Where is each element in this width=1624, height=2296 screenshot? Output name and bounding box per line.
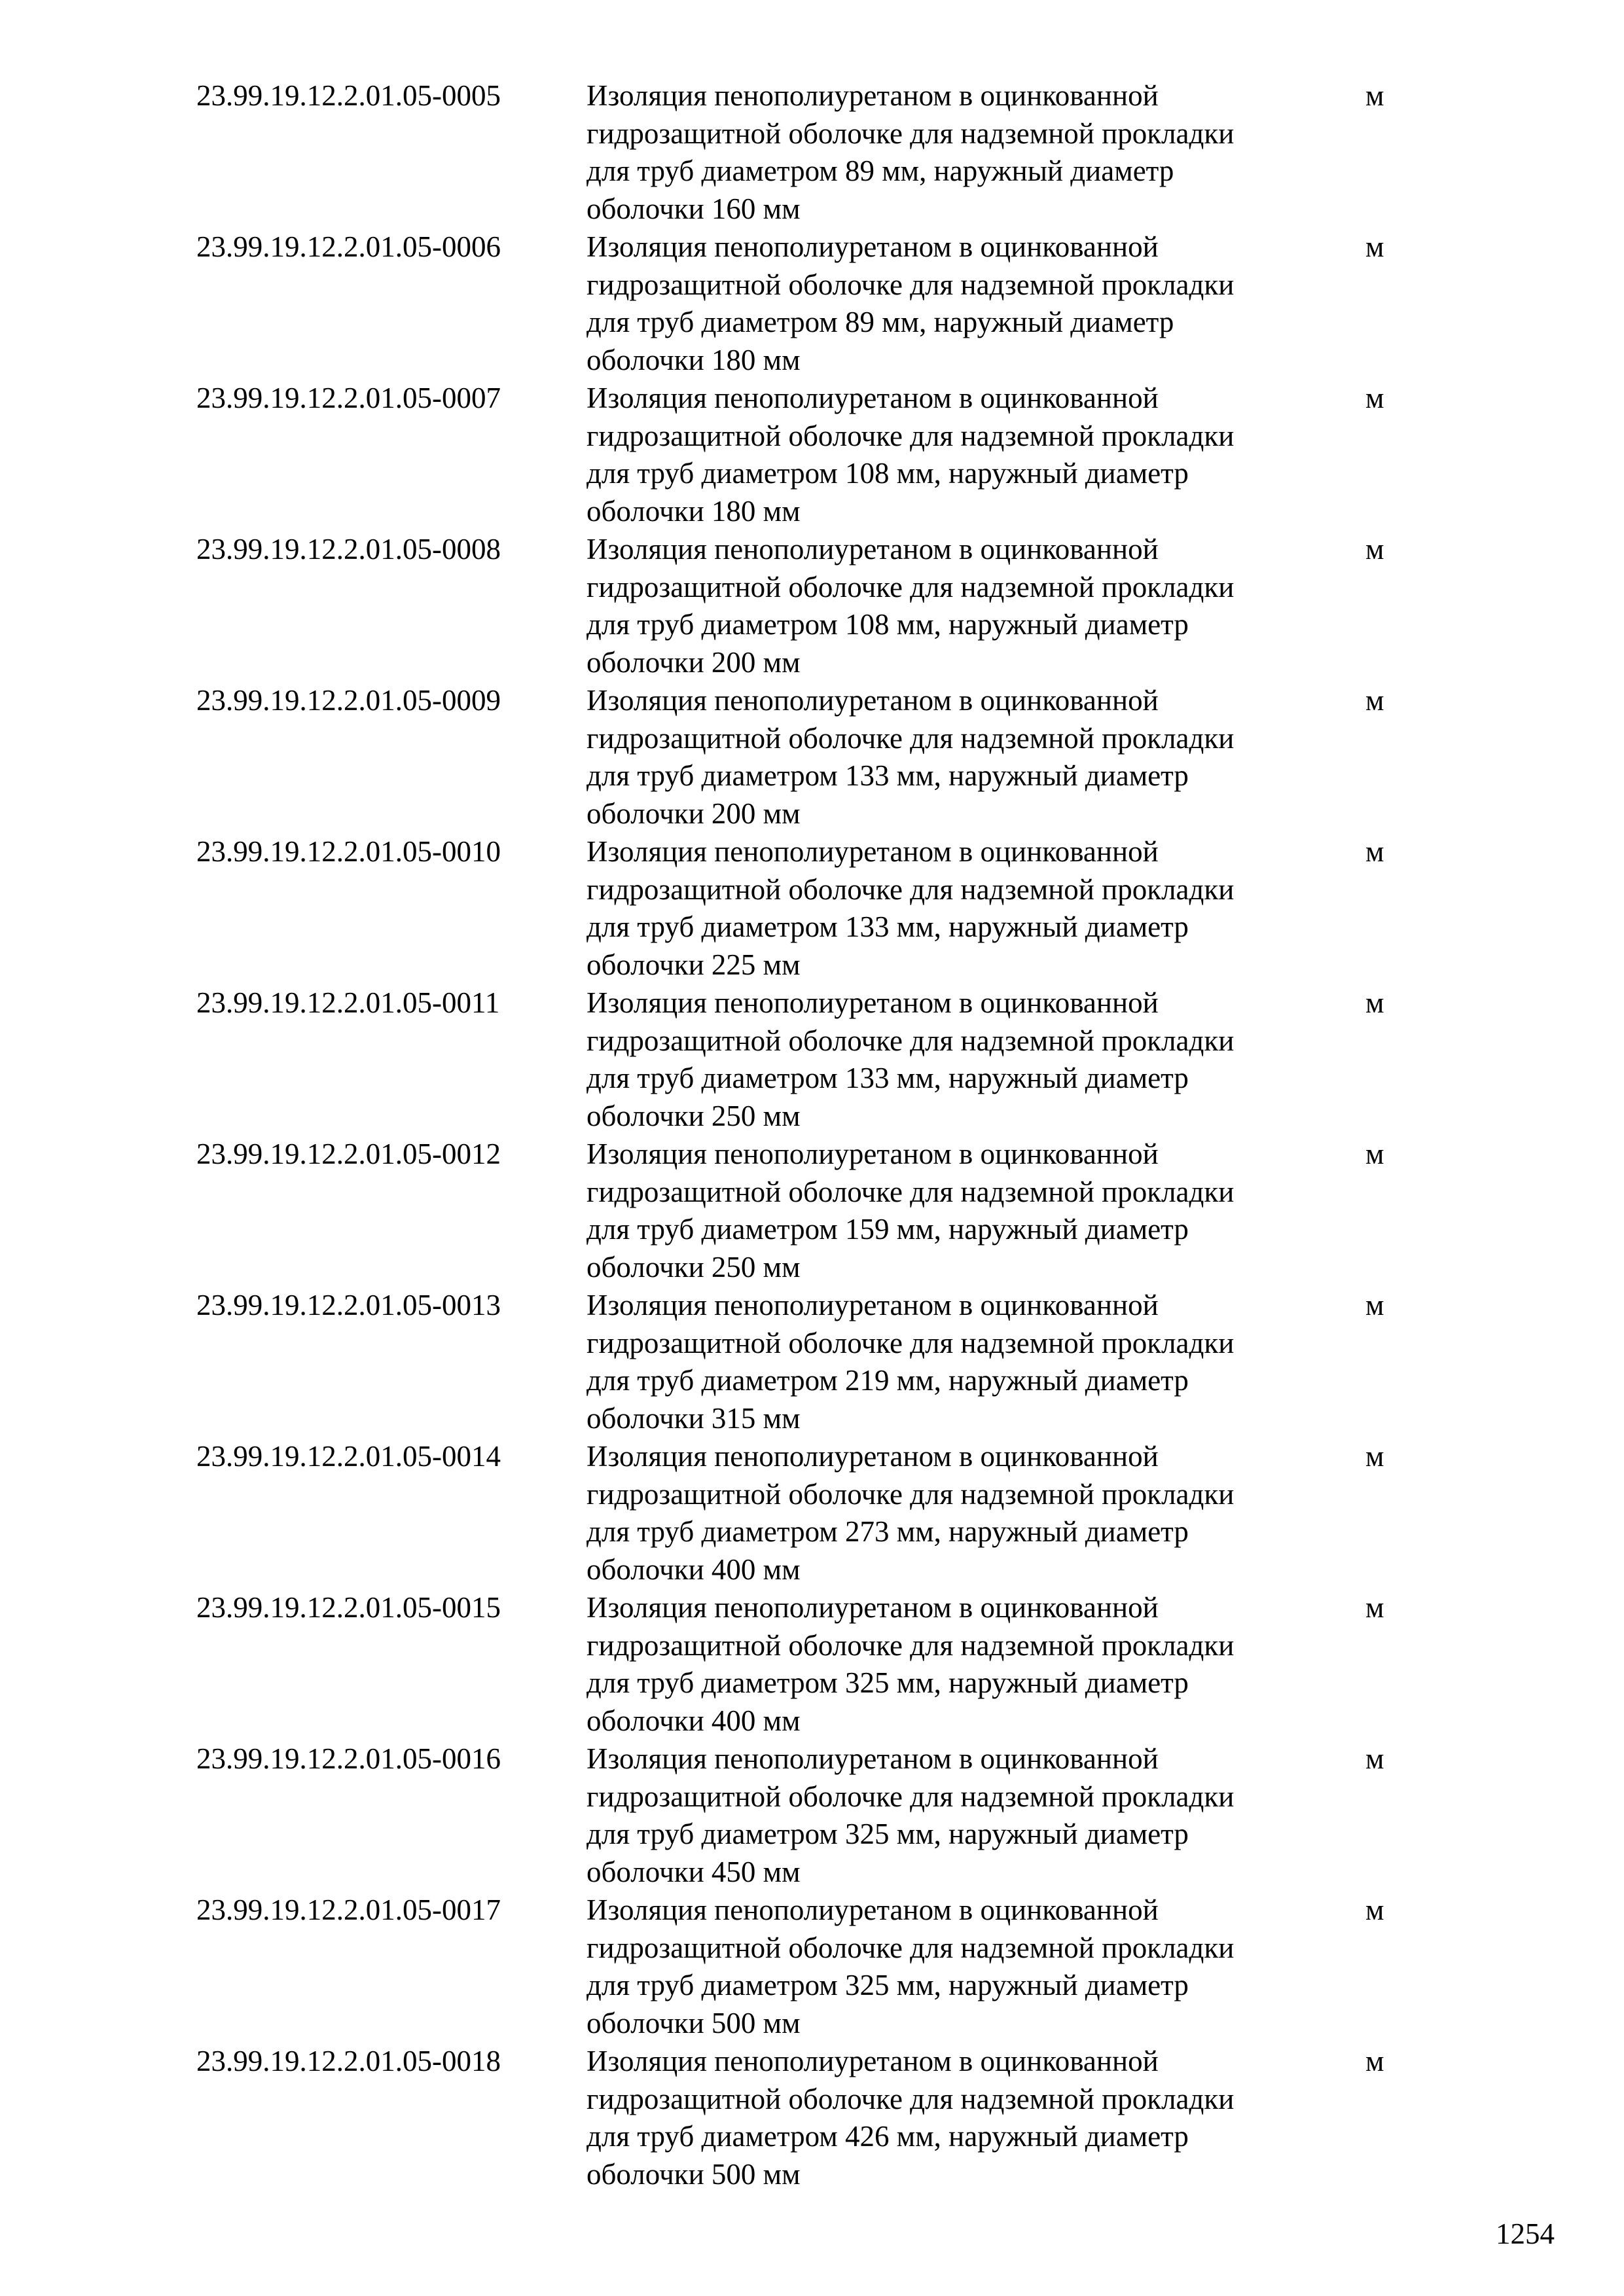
- entry-description-line: оболочки 180 мм: [586, 494, 801, 528]
- entry-unit: м: [1365, 230, 1384, 263]
- entry-description-line: оболочки 400 мм: [586, 1704, 801, 1737]
- entry-description-line: Изоляция пенополиуретаном в оцинкованной: [586, 382, 1159, 414]
- entry-description-line: оболочки 250 мм: [586, 1099, 801, 1132]
- entry-unit: м: [1365, 1138, 1384, 1170]
- entry-unit: м: [1365, 1440, 1384, 1473]
- entry-description-line: оболочки 315 мм: [586, 1401, 801, 1435]
- entry-code: 23.99.19.12.2.01.05-0008: [196, 533, 501, 565]
- entry-description-line: Изоляция пенополиуретаном в оцинкованной: [586, 986, 1159, 1019]
- entry-description-line: Изоляция пенополиуретаном в оцинкованной: [586, 79, 1159, 112]
- catalog-entry: [196, 1287, 1440, 1438]
- entry-description-line: Изоляция пенополиуретаном в оцинкованной: [586, 1591, 1159, 1624]
- catalog-entry: [196, 1892, 1440, 2043]
- catalog-entries: [196, 77, 1440, 2194]
- entry-unit: м: [1365, 533, 1384, 565]
- entry-description: [586, 1438, 1365, 1589]
- catalog-entry: [196, 77, 1440, 228]
- entry-code: 23.99.19.12.2.01.05-0017: [196, 1893, 501, 1926]
- entry-description-line: оболочки 180 мм: [586, 343, 801, 376]
- entry-description-line: для труб диаметром 219 мм, наружный диаметр: [586, 1364, 1189, 1397]
- entry-description-line: оболочки 250 мм: [586, 1250, 801, 1283]
- entry-description-line: гидрозащитной оболочке для надземной прокладки: [586, 1780, 1235, 1813]
- entry-code: 23.99.19.12.2.01.05-0009: [196, 684, 501, 717]
- entry-unit: м: [1365, 2045, 1384, 2077]
- entry-unit: м: [1365, 1289, 1384, 1321]
- entry-description-line: гидрозащитной оболочке для надземной прокладки: [586, 1175, 1235, 1208]
- entry-code: 23.99.19.12.2.01.05-0005: [196, 79, 501, 112]
- entry-description-line: Изоляция пенополиуретаном в оцинкованной: [586, 1138, 1159, 1170]
- catalog-entry: [196, 380, 1440, 531]
- entry-description-line: гидрозащитной оболочке для надземной прокладки: [586, 268, 1235, 301]
- entry-unit: м: [1365, 684, 1384, 717]
- entry-description: [586, 984, 1365, 1136]
- entry-description-line: для труб диаметром 108 мм, наружный диаметр: [586, 457, 1189, 490]
- entry-description: [586, 380, 1365, 531]
- entry-description-line: гидрозащитной оболочке для надземной прокладки: [586, 1326, 1235, 1359]
- entry-unit: м: [1365, 835, 1384, 868]
- entry-description-line: оболочки 200 мм: [586, 645, 801, 679]
- entry-description: [586, 1589, 1365, 1740]
- entry-code: 23.99.19.12.2.01.05-0014: [196, 1440, 501, 1473]
- entry-description-line: гидрозащитной оболочке для надземной прокладки: [586, 1477, 1235, 1511]
- entry-description-line: гидрозащитной оболочке для надземной прокладки: [586, 721, 1235, 755]
- entry-description-line: гидрозащитной оболочке для надземной прокладки: [586, 2082, 1235, 2115]
- entry-description-line: оболочки 160 мм: [586, 192, 801, 225]
- catalog-entry: [196, 833, 1440, 984]
- entry-code: 23.99.19.12.2.01.05-0018: [196, 2045, 501, 2077]
- entry-unit: м: [1365, 986, 1384, 1019]
- entry-description-line: гидрозащитной оболочке для надземной прокладки: [586, 1628, 1235, 1662]
- entry-description: [586, 1136, 1365, 1287]
- entry-description-line: оболочки 200 мм: [586, 797, 801, 830]
- catalog-entry: [196, 1438, 1440, 1589]
- entry-description-line: для труб диаметром 273 мм, наружный диаметр: [586, 1515, 1189, 1548]
- entry-description-line: для труб диаметром 133 мм, наружный диаметр: [586, 759, 1189, 792]
- entry-description: [586, 77, 1365, 228]
- entry-description: [586, 1287, 1365, 1438]
- entry-description-line: Изоляция пенополиуретаном в оцинкованной: [586, 684, 1159, 717]
- catalog-entry: [196, 2043, 1440, 2194]
- entry-description-line: оболочки 500 мм: [586, 2157, 801, 2191]
- entry-code: 23.99.19.12.2.01.05-0016: [196, 1742, 501, 1775]
- entry-description-line: Изоляция пенополиуретаном в оцинкованной: [586, 835, 1159, 868]
- entry-description: [586, 833, 1365, 984]
- entry-description-line: для труб диаметром 89 мм, наружный диаметр: [586, 154, 1174, 187]
- catalog-entry: [196, 682, 1440, 833]
- entry-description-line: для труб диаметром 108 мм, наружный диаметр: [586, 608, 1189, 641]
- entry-description-line: гидрозащитной оболочке для надземной прокладки: [586, 1931, 1235, 1964]
- catalog-entry: [196, 1740, 1440, 1892]
- entry-description: [586, 1740, 1365, 1892]
- entry-description: [586, 228, 1365, 380]
- entry-code: 23.99.19.12.2.01.05-0006: [196, 230, 501, 263]
- entry-description-line: гидрозащитной оболочке для надземной прокладки: [586, 872, 1235, 906]
- entry-description-line: Изоляция пенополиуретаном в оцинкованной: [586, 230, 1159, 263]
- entry-description-line: Изоляция пенополиуретаном в оцинкованной: [586, 1893, 1159, 1926]
- entry-description-line: Изоляция пенополиуретаном в оцинкованной: [586, 1742, 1159, 1775]
- entry-description-line: Изоляция пенополиуретаном в оцинкованной: [586, 2045, 1159, 2077]
- entry-unit: м: [1365, 1742, 1384, 1775]
- entry-unit: м: [1365, 382, 1384, 414]
- entry-description-line: гидрозащитной оболочке для надземной прокладки: [586, 570, 1235, 603]
- entry-code: 23.99.19.12.2.01.05-0015: [196, 1591, 501, 1624]
- entry-description-line: для труб диаметром 133 мм, наружный диаметр: [586, 1062, 1189, 1094]
- entry-code: 23.99.19.12.2.01.05-0010: [196, 835, 501, 868]
- entry-description: [586, 531, 1365, 682]
- catalog-entry: [196, 1589, 1440, 1740]
- catalog-entry: [196, 984, 1440, 1136]
- entry-description-line: Изоляция пенополиуретаном в оцинкованной: [586, 533, 1159, 565]
- entry-description-line: гидрозащитной оболочке для надземной прокладки: [586, 419, 1235, 452]
- entry-description-line: для труб диаметром 89 мм, наружный диаметр: [586, 306, 1174, 338]
- entry-description-line: для труб диаметром 325 мм, наружный диаметр: [586, 1666, 1189, 1699]
- entry-unit: м: [1365, 1591, 1384, 1624]
- entry-description-line: для труб диаметром 133 мм, наружный диаметр: [586, 910, 1189, 943]
- entry-description-line: гидрозащитной оболочке для надземной прокладки: [586, 1024, 1235, 1057]
- entry-description-line: для труб диаметром 426 мм, наружный диаметр: [586, 2120, 1189, 2153]
- entry-unit: м: [1365, 1893, 1384, 1926]
- entry-code: 23.99.19.12.2.01.05-0012: [196, 1138, 501, 1170]
- entry-description-line: для труб диаметром 325 мм, наружный диаметр: [586, 1818, 1189, 1850]
- entry-description-line: Изоляция пенополиуретаном в оцинкованной: [586, 1440, 1159, 1473]
- catalog-entry: [196, 1136, 1440, 1287]
- entry-code: 23.99.19.12.2.01.05-0013: [196, 1289, 501, 1321]
- entry-description: [586, 1892, 1365, 2043]
- entry-description-line: для труб диаметром 159 мм, наружный диаметр: [586, 1213, 1189, 1246]
- entry-description-line: Изоляция пенополиуретаном в оцинкованной: [586, 1289, 1159, 1321]
- entry-description-line: оболочки 450 мм: [586, 1855, 801, 1888]
- entry-description: [586, 2043, 1365, 2194]
- entry-description: [586, 682, 1365, 833]
- entry-code: 23.99.19.12.2.01.05-0007: [196, 382, 501, 414]
- entry-description-line: оболочки 225 мм: [586, 948, 801, 981]
- entry-code: 23.99.19.12.2.01.05-0011: [196, 986, 500, 1019]
- page-number: 1254: [1496, 2217, 1555, 2250]
- catalog-entry: [196, 531, 1440, 682]
- entry-description-line: оболочки 500 мм: [586, 2006, 801, 2039]
- entry-description-line: гидрозащитной оболочке для надземной прокладки: [586, 117, 1235, 150]
- entry-description-line: для труб диаметром 325 мм, наружный диаметр: [586, 1969, 1189, 2001]
- entry-description-line: оболочки 400 мм: [586, 1552, 801, 1586]
- entry-unit: м: [1365, 79, 1384, 112]
- catalog-entry: [196, 228, 1440, 380]
